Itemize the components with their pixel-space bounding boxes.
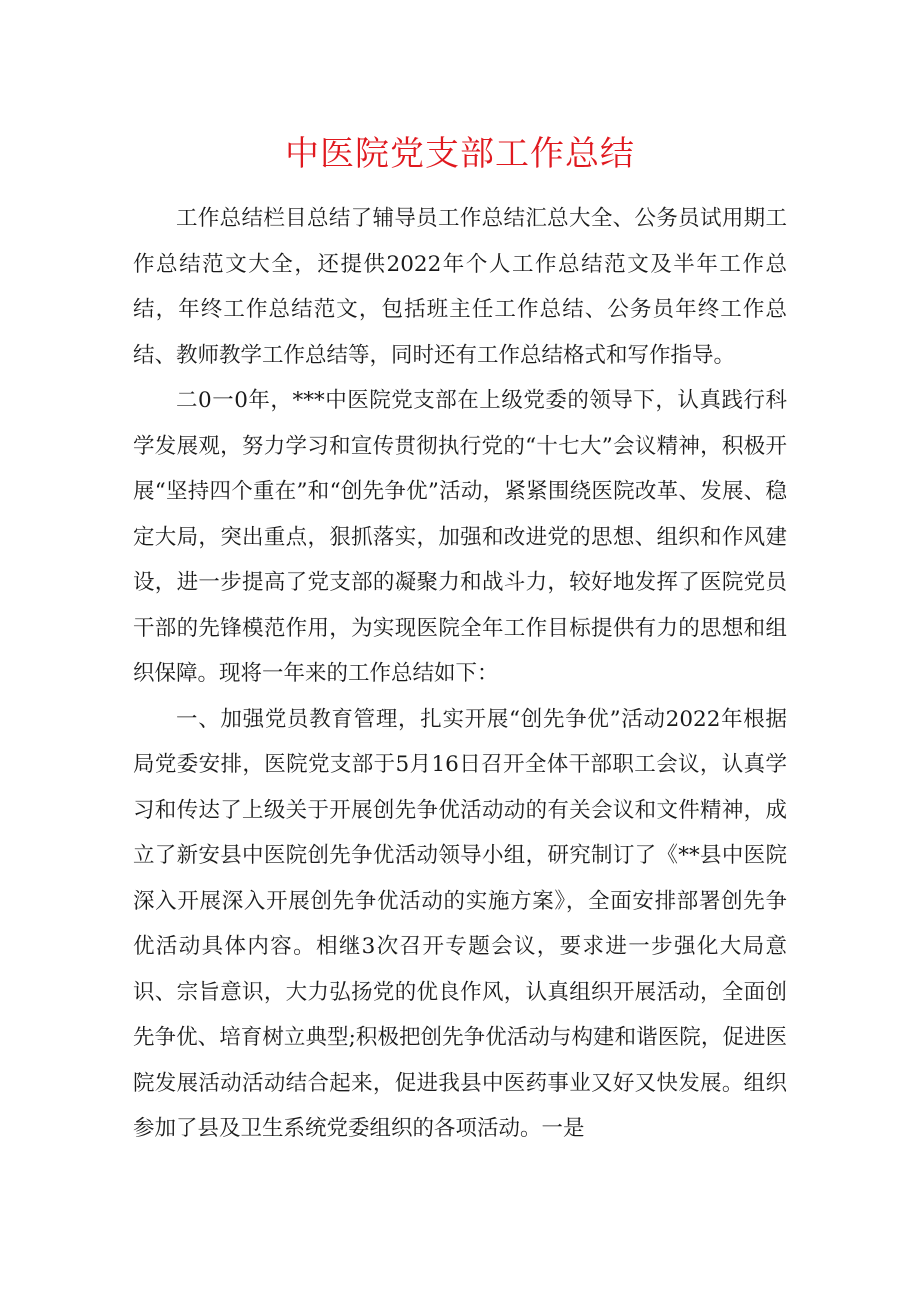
paragraph-intro: 工作总结栏目总结了辅导员工作总结汇总大全、公务员试用期工作总结范文大全，还提供2022年个人工作总结范文及半年工作总结，年终工作总结范文，包括班主任工作总结、公务员年终工作总结、教师教学工作总结等，同时还有工作总结格式和写作指导。 [133,206,787,368]
document-title: 中医院党支部工作总结 [285,134,635,174]
paragraph-overview: 二0一0年，***中医院党支部在上级党委的领导下，认真践行科学发展观，努力学习和宣传贯彻执行党的“十七大”会议精神，积极开展“坚持四个重在”和“创先争优”活动，紧紧围绕医院改革、发展、稳定大局，突出重点，狠抓落实，加强和改进党的思想、组织和作风建设，进一步提高了党支部的凝聚力和战斗力，较好地发挥了医院党员干部的先锋模范作用，为实现医院全年工作目标提供有力的思想和组织保障。现将一年来的工作总结如下： [133,388,787,686]
document-body [133,196,787,1152]
paragraph-section-one: 一、加强党员教育管理，扎实开展“创先争优”活动2022年根据局党委安排，医院党支部于5月16日召开全体干部职工会议，认真学习和传达了上级关于开展创先争优活动动的有关会议和文件精神，成立了新安县中医院创先争优活动领导小组，研究制订了《**县中医院深入开展深入开展创先争优活动的实施方案》，全面安排部署创先争优活动具体内容。相继3次召开专题会议，要求进一步强化大局意识、宗旨意识，大力弘扬党的优良作风，认真组织开展活动，全面创先争优、培育树立典型;积极把创先争优活动与构建和谐医院，促进医院发展活动活动结合起来，促进我县中医药事业又好又快发展。组织参加了县及卫生系统党委组织的各项活动。一是 [133,706,787,1141]
